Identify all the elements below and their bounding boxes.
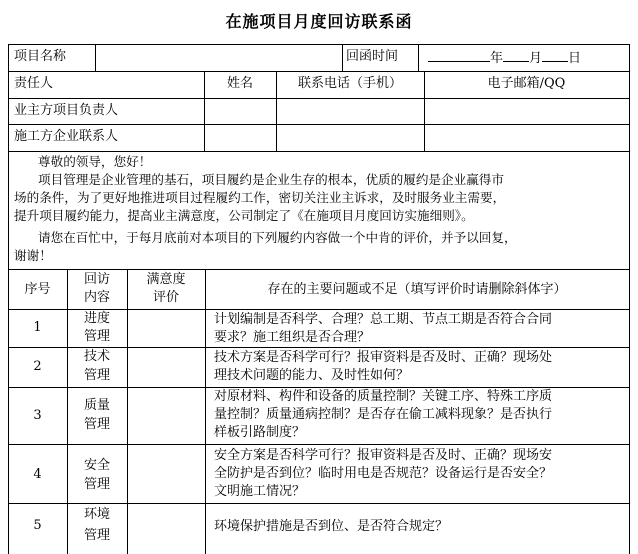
letter-text: 请您在百忙中，于每月底前对本项目的下列履约内容做一个中肯的评价，并予以回复， <box>38 230 517 245</box>
row-content: 进度 <box>83 311 110 326</box>
row-content: 管理 <box>83 368 110 383</box>
satisfaction-input[interactable] <box>138 314 198 342</box>
row-content: 技术 <box>83 349 110 364</box>
row-content: 质量 <box>83 398 110 413</box>
row-content: 环境 <box>83 507 110 522</box>
rule <box>205 269 206 554</box>
col-issues-header: 存在的主要问题或不足（填写评价时请删除斜体字） <box>267 282 567 297</box>
row-content: 安全 <box>83 458 110 473</box>
row-issue[interactable]: 环境保护措施是否到位、是否符合规定？ <box>214 519 449 534</box>
col-satisfaction-header: 满意度 <box>146 272 186 287</box>
row-content: 管理 <box>83 528 110 543</box>
letter-text: 项目管理是企业管理的基石，项目履约是企业生存的根本，优质的履约是企业赢得市 <box>38 172 504 187</box>
row-content: 管理 <box>83 329 110 344</box>
row-issue[interactable]: 安全方案是否科学可行？报审资料是否及时、正确？现场安 全防护是否到位？临时用电是否规范？设备运行是否安全？ 文明施工情况？ <box>214 448 553 499</box>
row-issue[interactable]: 对原材料、构件和设备的质量控制？关键工序、特殊工序质 量控制？质量通病控制？是否存在偷工减料现象？是否执行 样板引路制度？ <box>214 389 553 440</box>
letter-text: 场的条件，为了更好地推进项目过程履约工作，密切关注业主诉求，及时服务业主需要， <box>14 190 506 205</box>
row-seq: 4 <box>33 467 42 482</box>
document-title: 在施项目月度回访联系函 <box>225 12 413 31</box>
phone-label: 联系电话（手机） <box>297 76 402 91</box>
satisfaction-input[interactable] <box>138 510 198 546</box>
email-label: 电子邮箱/QQ <box>487 76 566 91</box>
row-seq: 2 <box>33 359 42 374</box>
rule <box>8 71 630 72</box>
row-issue[interactable]: 技术方案是否科学可行？报审资料是否及时、正确？现场处 理技术问题的能力、及时性如何？ <box>214 350 553 383</box>
row-issue[interactable]: 计划编制是否科学、合理？总工期、节点工期是否符合合同 要求？施工组织是否合理？ <box>214 312 553 345</box>
rule <box>418 44 419 71</box>
rule <box>629 44 630 554</box>
rule <box>8 44 630 45</box>
letter-text: 提升项目履约能力，提高业主满意度，公司制定了《在施项目月度回访实施细则》。 <box>14 208 474 223</box>
satisfaction-input[interactable] <box>138 352 198 382</box>
name-label: 姓名 <box>226 76 253 91</box>
rule <box>204 98 205 151</box>
responsible-label: 责任人 <box>14 76 54 91</box>
col-content-header: 回访 <box>83 272 110 287</box>
satisfaction-input[interactable] <box>138 394 198 438</box>
rule <box>127 269 128 554</box>
rule <box>95 44 96 71</box>
reply-date-field[interactable]: 年 月 日 <box>428 49 581 67</box>
rule <box>8 98 630 99</box>
rule <box>8 309 630 310</box>
contractor-label: 施工方企业联系人 <box>14 129 119 144</box>
rule <box>342 44 343 71</box>
row-seq: 5 <box>33 518 42 533</box>
rule <box>8 124 630 125</box>
rule <box>8 444 630 445</box>
rule <box>8 151 630 152</box>
owner-label: 业主方项目负责人 <box>14 103 119 118</box>
rule <box>8 503 630 504</box>
rule <box>8 269 630 270</box>
col-seq-header: 序号 <box>24 282 51 297</box>
rule <box>8 347 630 348</box>
row-content: 管理 <box>83 417 110 432</box>
visit-form <box>8 44 630 554</box>
row-content: 管理 <box>83 477 110 492</box>
reply-time-label: 回函时间 <box>346 49 399 64</box>
project-name-label: 项目名称 <box>14 49 67 64</box>
col-satisfaction-header: 评价 <box>152 290 179 305</box>
letter-greeting: 尊敬的领导，您好！ <box>38 154 152 169</box>
col-content-header: 内容 <box>83 290 110 305</box>
row-seq: 1 <box>33 320 42 335</box>
row-seq: 3 <box>33 408 42 423</box>
letter-text: 谢谢！ <box>14 248 52 263</box>
satisfaction-input[interactable] <box>138 452 198 496</box>
